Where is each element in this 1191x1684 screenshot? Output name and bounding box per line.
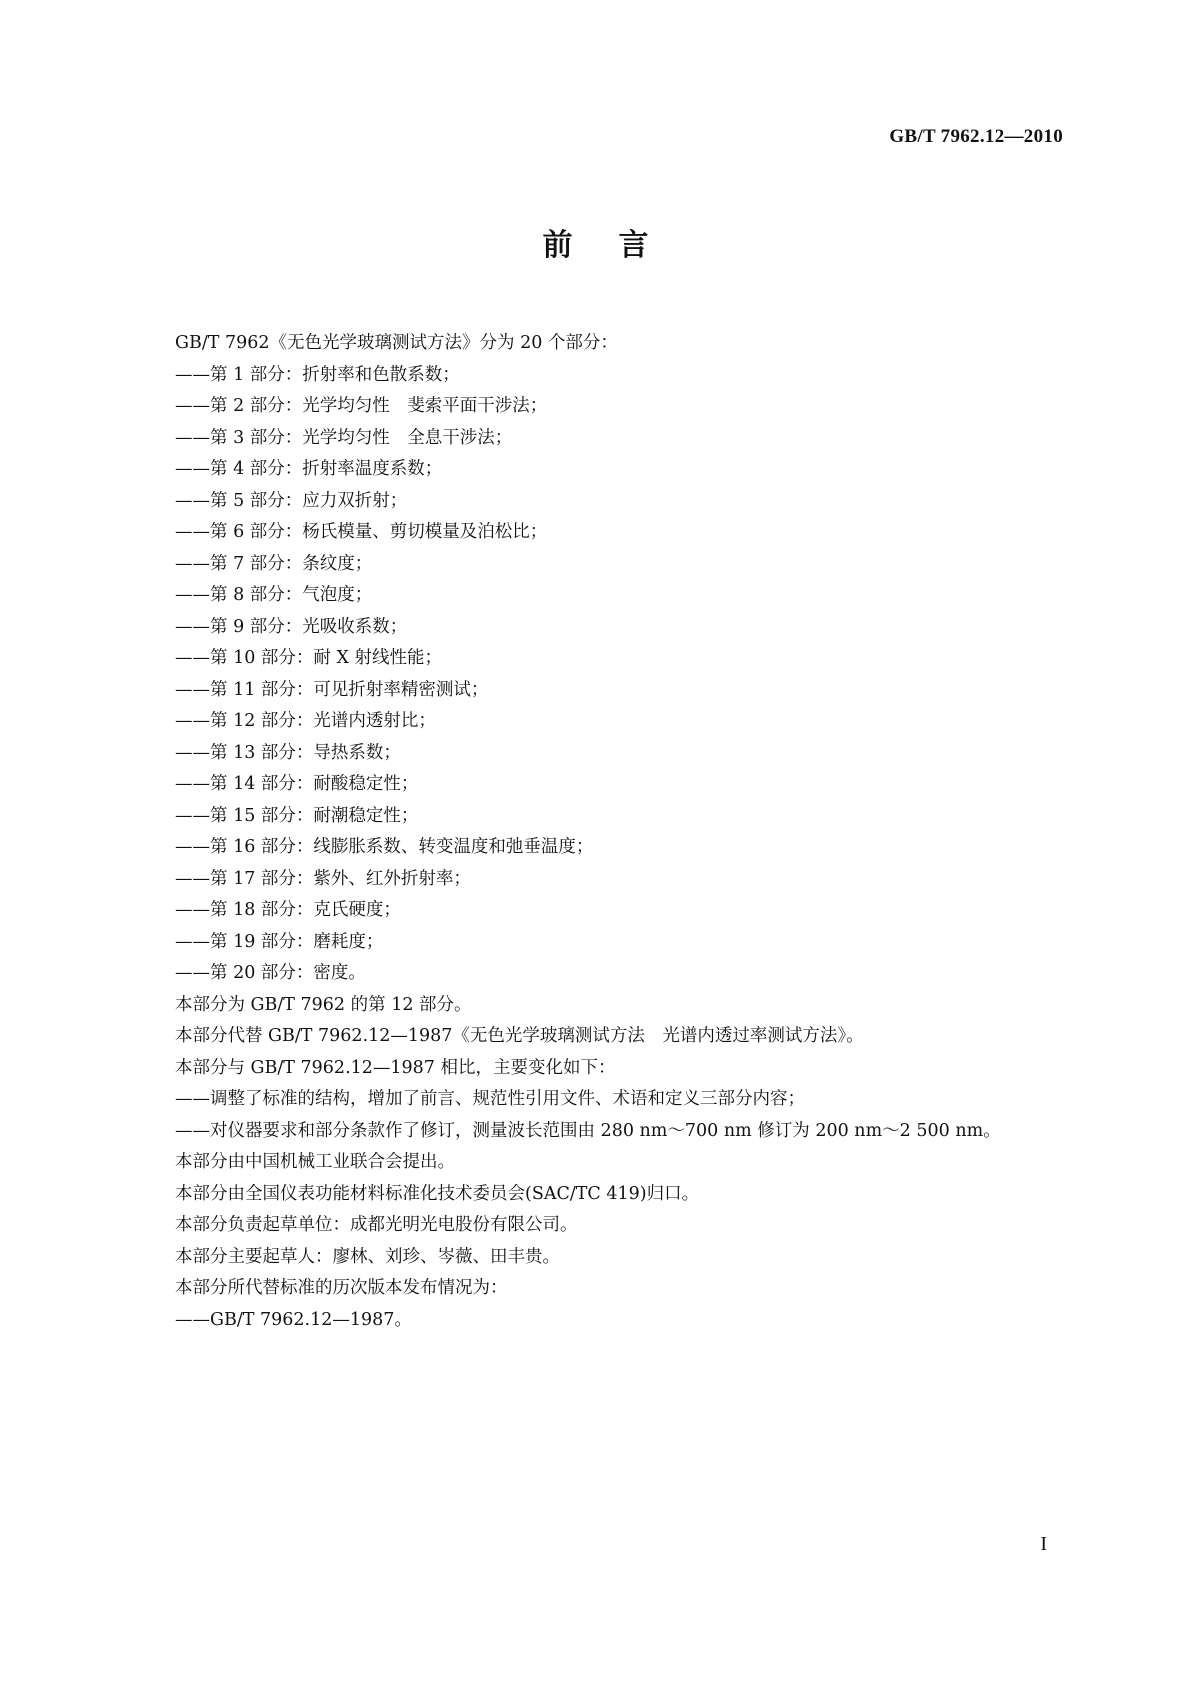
text-line: ——第 1 部分：折射率和色散系数；: [175, 364, 460, 385]
text-line: 本部分代替 GB/T 7962.12—1987《无色光学玻璃测试方法 光谱内透过率测试方法》。: [175, 1026, 864, 1046]
text-line: ——对仪器要求和部分条款作了修订，测量波长范围由 280 nm～700 nm 修订为 200 nm～2 500 nm。: [175, 1120, 1001, 1141]
text-line: ——GB/T 7962.12—1987。: [175, 1309, 412, 1330]
text-line: 本部分主要起草人：廖林、刘珍、岑薇、田丰贵。: [175, 1246, 560, 1267]
text-line: ——第 5 部分：应力双折射；: [175, 490, 408, 511]
text-line: ——第 18 部分：克氏硬度；: [175, 900, 401, 920]
text-line: 本部分为 GB/T 7962 的第 12 部分。: [175, 994, 472, 1015]
text-line: ——第 20 部分：密度。: [175, 963, 366, 983]
text-line: ——调整了标准的结构，增加了前言、规范性引用文件、术语和定义三部分内容；: [175, 1089, 805, 1109]
text-line: ——第 12 部分：光谱内透射比；: [175, 711, 436, 731]
page-number: I: [1040, 1533, 1047, 1555]
text-line: ——第 19 部分：磨耗度；: [175, 931, 384, 952]
text-line: 本部分与 GB/T 7962.12—1987 相比，主要变化如下：: [175, 1057, 616, 1078]
text-line: 本部分由全国仪表功能材料标准化技术委员会(SAC/TC 419)归口。: [175, 1183, 700, 1204]
text-line: ——第 7 部分：条纹度；: [175, 553, 373, 574]
text-line: ——第 8 部分：气泡度；: [175, 585, 373, 605]
text-line: ——第 14 部分：耐酸稳定性；: [175, 774, 419, 794]
text-line: ——第 10 部分：耐 X 射线性能；: [175, 648, 442, 668]
text-line: 本部分所代替标准的历次版本发布情况为：: [175, 1278, 508, 1298]
text-line: ——第 6 部分：杨氏模量、剪切模量及泊松比；: [175, 522, 548, 542]
text-line: 本部分由中国机械工业联合会提出。: [175, 1152, 455, 1172]
text-line: GB/T 7962《无色光学玻璃测试方法》分为 20 个部分：: [175, 333, 618, 353]
foreword-body: [175, 328, 1075, 1336]
text-line: 本部分负责起草单位：成都光明光电股份有限公司。: [175, 1215, 578, 1235]
text-line: ——第 9 部分：光吸收系数；: [175, 616, 408, 637]
text-line: ——第 13 部分：导热系数；: [175, 742, 401, 763]
text-line: ——第 17 部分：紫外、红外折射率；: [175, 868, 471, 889]
standard-number: GB/T 7962.12—2010: [889, 126, 1063, 147]
text-line: ——第 3 部分：光学均匀性 全息干涉法；: [175, 427, 513, 448]
text-line: ——第 15 部分：耐潮稳定性；: [175, 805, 419, 826]
page-title: 前言: [542, 228, 695, 263]
text-line: ——第 16 部分：线膨胀系数、转变温度和弛垂温度；: [175, 837, 594, 857]
text-line: ——第 4 部分：折射率温度系数；: [175, 459, 443, 479]
text-line: ——第 11 部分：可见折射率精密测试；: [175, 679, 489, 700]
text-line: ——第 2 部分：光学均匀性 斐索平面干涉法；: [175, 396, 548, 416]
